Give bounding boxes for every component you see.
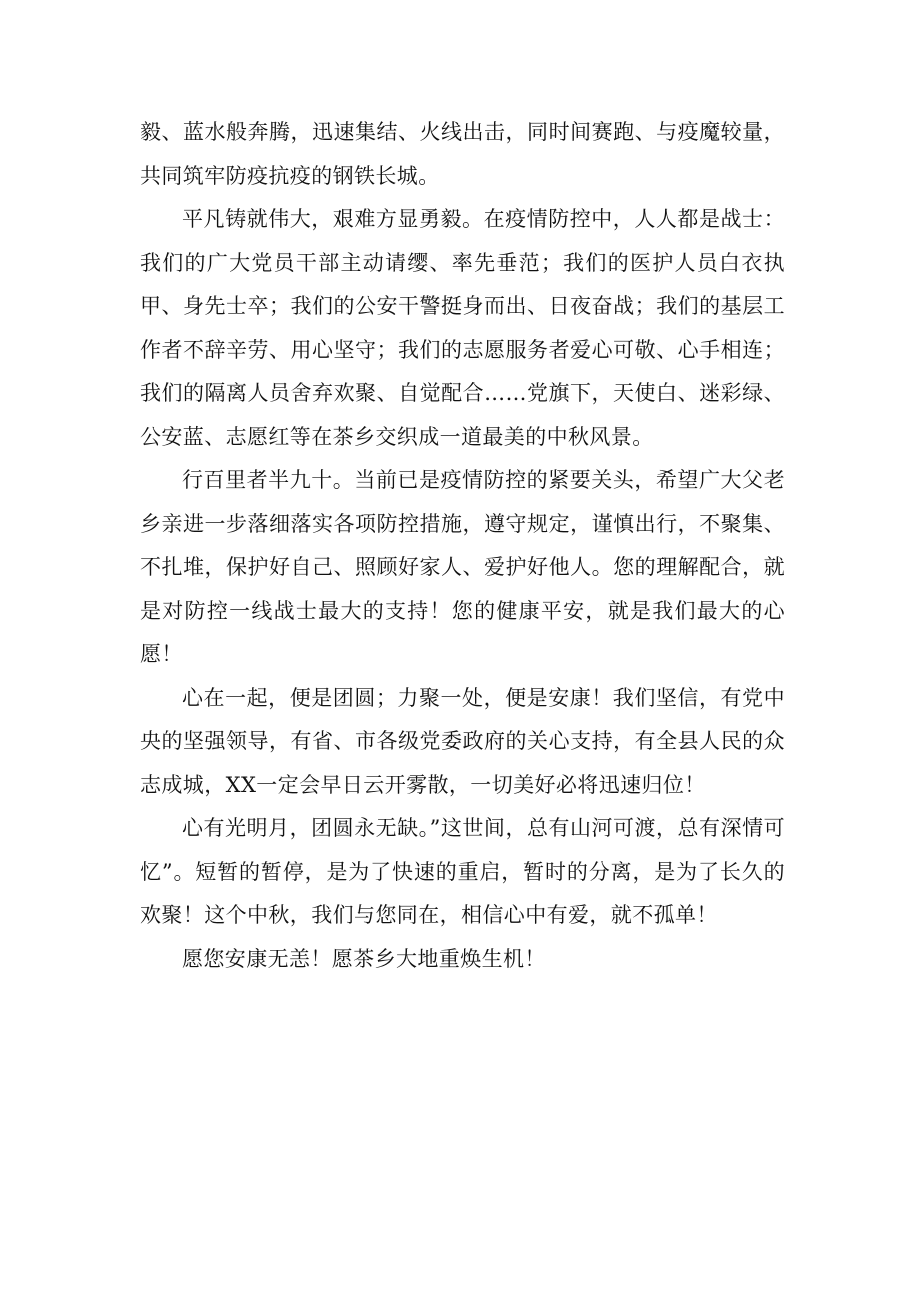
paragraph: 平凡铸就伟大，艰难方显勇毅。在疫情防控中，人人都是战士：我们的广大党员干部主动请缨、率先垂范；我们的医护人员白衣执甲、身先士卒；我们的公安干警挺身而出、日夜奋战；我们的基层工作者不辞辛劳、用心坚守；我们的志愿服务者爱心可敬、心手相连；我们的隔离人员舍弃欢聚、自觉配合……党旗下，天使白、迷彩绿、公安蓝、志愿红等在茶乡交织成一道最美的中秋风景。 [140,207,785,449]
paragraph: 行百里者半九十。当前已是疫情防控的紧要关头，希望广大父老乡亲进一步落细落实各项防控措施，遵守规定，谨慎出行，不聚集、不扎堆，保护好自己、照顾好家人、爱护好他人。您的理解配合，就是对防控一线战士最大的支持！您的健康平安，就是我们最大的心愿！ [140,468,785,666]
document-body [140,111,785,981]
paragraph: 心在一起，便是团圆；力聚一处，便是安康！我们坚信，有党中央的坚强领导，有省、市各级党委政府的关心支持，有全县人民的众志成城，XX一定会早日云开雾散，一切美好必将迅速归位！ [140,685,785,797]
paragraph: 心有光明月，团圆永无缺。”这世间，总有山河可渡，总有深情可忆”。短暂的暂停，是为了快速的重启，暂时的分离，是为了长久的欢聚！这个中秋，我们与您同在，相信心中有爱，就不孤单！ [140,816,785,927]
paragraph: 愿您安康无恙！愿茶乡大地重焕生机！ [182,946,546,971]
paragraph-continued: 毅、蓝水般奔腾，迅速集结、火线出击，同时间赛跑、与疫魔较量，共同筑牢防疫抗疫的钢铁长城。 [140,120,785,188]
